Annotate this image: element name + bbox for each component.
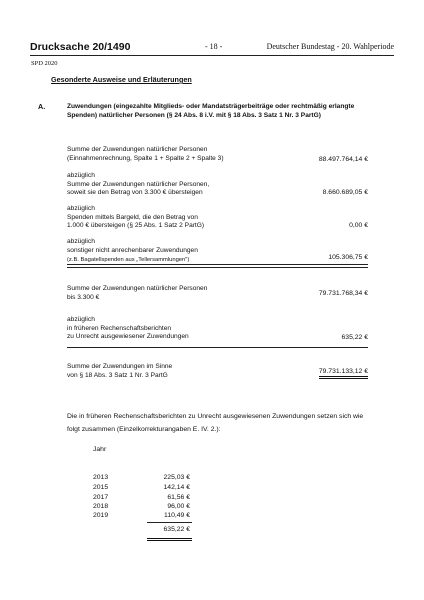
year-label: 2013	[93, 474, 109, 481]
year-label: 2017	[93, 494, 109, 501]
row-label: abzüglich Summe der Zuwendungen natürlicher Personen, soweit sie den Betrag von 3.300 € übersteigen	[67, 172, 210, 196]
row-amount: 635,22 €	[341, 334, 368, 341]
sum-rule	[147, 522, 192, 523]
document-number: Drucksache 20/1490	[30, 41, 131, 53]
page-header	[30, 41, 394, 56]
year-value: 61,56 €	[167, 494, 190, 501]
row-label: Summe der Zuwendungen natürlicher Personen bis 3.300 €	[67, 285, 208, 301]
item-heading: Zuwendungen (eingezahlte Mitglieds- oder Mandatsträgerbeiträge oder rechtmäßig erlangte Spenden) natürlicher Personen (§ 24 Abs. 8 i.V. mit § 18 Abs. 3 Satz 1 Nr. 3 PartG)	[67, 103, 355, 119]
row-amount: 88.497.764,14 €	[318, 156, 368, 163]
row-amount: 79.731.768,34 €	[318, 290, 368, 297]
year-value: 110,49 €	[164, 512, 190, 519]
total-double-underline	[147, 524, 192, 541]
row-label: abzüglich sonstiger nicht anrechenbarer Zuwendungen	[67, 238, 198, 254]
row-label: abzüglich Spenden mittels Bargeld, die den Betrag von 1.000 € übersteigen (§ 25 Abs. 1 Satz 2 PartG)	[67, 205, 205, 229]
year-label: 2015	[93, 484, 109, 491]
party-label: SPD 2020	[31, 60, 58, 67]
year-label: 2019	[93, 512, 109, 519]
explanation-paragraph: Die in früheren Rechenschaftsberichten zu Unrecht ausgewiesenen Zuwendungen setzen sich wie folgt zusammen (Einzelkorrekturangaben E. IV. 2.):	[67, 413, 364, 433]
year-value: 225,03 €	[163, 474, 190, 481]
year-label: 2018	[93, 503, 109, 510]
row-note: (z.B. Bagatellspenden aus „Tellersammlungen")	[67, 257, 190, 263]
total-amount: 79.731.133,12 €	[319, 368, 368, 379]
item-letter: A.	[38, 102, 46, 111]
row-label: Summe der Zuwendungen im Sinne von § 18 Abs. 3 Satz 1 Nr. 3 PartG	[67, 363, 173, 379]
page-number: - 18 -	[205, 42, 223, 51]
row-amount: 105.306,75 €	[328, 254, 368, 261]
double-rule	[67, 264, 368, 268]
year-total: 635,22 €	[163, 526, 190, 533]
year-value: 142,14 €	[163, 484, 190, 491]
row-amount: 8.660.689,05 €	[322, 189, 368, 196]
row-label: abzüglich in früheren Rechenschaftsberichten zu Unrecht ausgewiesener Zuwendungen	[67, 316, 189, 340]
rule	[67, 347, 368, 348]
row-label: Summe der Zuwendungen natürlicher Personen (Einnahmenrechnung, Spalte 1 + Spalte 2 + Spalte 3)	[67, 146, 224, 162]
parliament-period: Deutscher Bundestag - 20. Wahlperiode	[266, 42, 394, 51]
section-title: Gesonderte Ausweise und Erläuterungen	[51, 75, 192, 84]
year-value: 96,00 €	[167, 503, 190, 510]
row-amount: 0,00 €	[349, 222, 368, 229]
year-column-header: Jahr	[93, 446, 107, 453]
